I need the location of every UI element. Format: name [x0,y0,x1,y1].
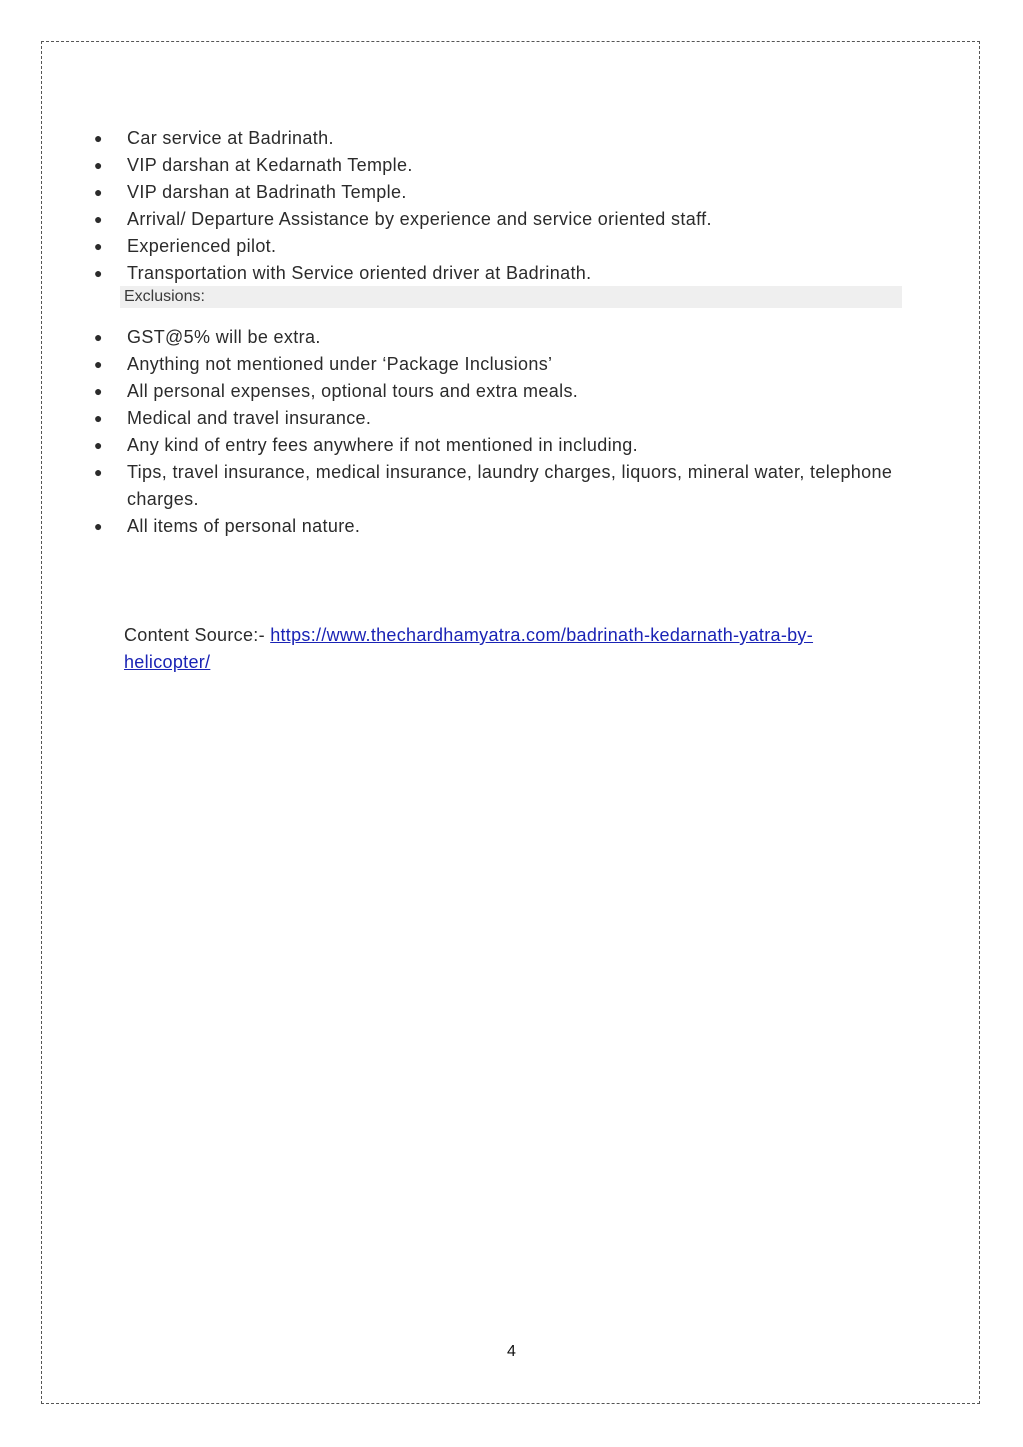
list-item [92,513,912,540]
list-item [92,152,912,179]
list-item-text: Anything not mentioned under ‘Package Inclusions’ [127,354,553,374]
list-item-text: Car service at Badrinath. [127,128,334,148]
list-item [92,179,912,206]
page-number: 4 [507,1343,516,1360]
list-item [92,378,912,405]
bullet-icon: ● [94,238,103,254]
list-item-text: VIP darshan at Kedarnath Temple. [127,155,413,175]
content-source-label: Content Source:- [124,625,265,645]
bullet-icon: ● [94,518,103,534]
bullet-icon: ● [94,383,103,399]
exclusions-list [92,324,912,540]
bullet-icon: ● [94,410,103,426]
content-source-link[interactable]: https://www.thechardhamyatra.com/badrinath-kedarnath-yatra-by-helicopter/ [124,625,814,672]
list-item-text: All personal expenses, optional tours and extra meals. [127,381,579,401]
bullet-icon: ● [94,356,103,372]
list-item [92,206,912,233]
list-item-text: Medical and travel insurance. [127,408,372,428]
exclusions-header: Exclusions: [120,286,902,308]
list-item [92,324,912,351]
list-item [92,351,912,378]
bullet-icon: ● [94,464,103,480]
bullet-icon: ● [94,130,103,146]
list-item [92,260,912,287]
list-item-text: Tips, travel insurance, medical insurance, laundry charges, liquors, mineral water, telephone charges. [127,462,893,509]
bullet-icon: ● [94,265,103,281]
bullet-icon: ● [94,329,103,345]
bullet-icon: ● [94,184,103,200]
list-item-text: VIP darshan at Badrinath Temple. [127,182,407,202]
content-source [124,622,894,676]
list-item-text: All items of personal nature. [127,516,361,536]
list-item [92,405,912,432]
list-item-text: GST@5% will be extra. [127,327,321,347]
list-item-text: Transportation with Service oriented driver at Badrinath. [127,263,592,283]
list-item [92,459,912,513]
list-item-text: Arrival/ Departure Assistance by experience and service oriented staff. [127,209,712,229]
inclusions-list [92,125,912,287]
list-item-text: Any kind of entry fees anywhere if not mentioned in including. [127,435,638,455]
list-item [92,125,912,152]
list-item-text: Experienced pilot. [127,236,277,256]
bullet-icon: ● [94,157,103,173]
bullet-icon: ● [94,211,103,227]
list-item [92,233,912,260]
list-item [92,432,912,459]
bullet-icon: ● [94,437,103,453]
